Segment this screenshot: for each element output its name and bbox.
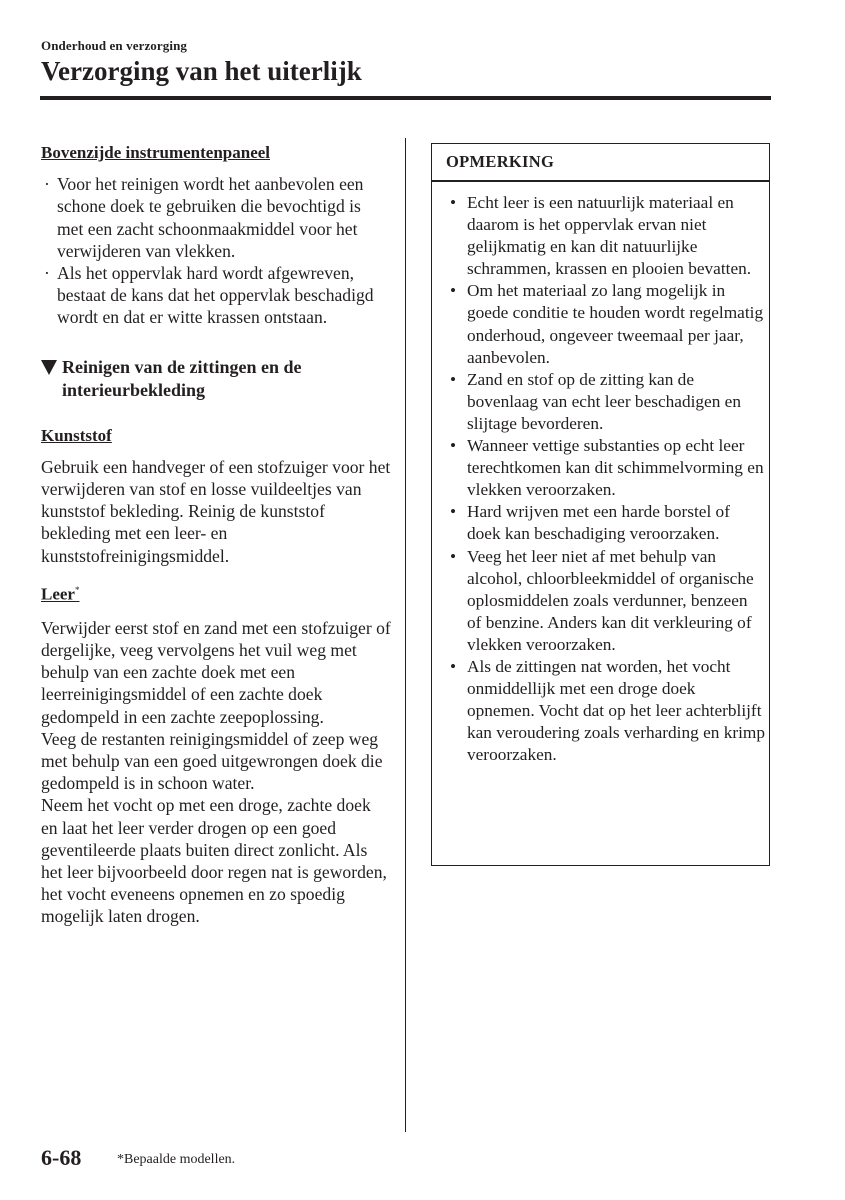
bullet-text: Voor het reinigen wordt het aanbevolen een schone doek te gebruiken die bevochtigd is met een zacht schoonmaakmiddel voor het verwijderen van vlekken. bbox=[57, 174, 364, 261]
bullet-dot: • bbox=[450, 502, 457, 522]
list-item bbox=[448, 192, 766, 280]
bullet-dot: • bbox=[450, 546, 457, 566]
breadcrumb: Onderhoud en verzorging bbox=[41, 38, 188, 53]
list-item bbox=[448, 546, 766, 656]
page-title: Verzorging van het uiterlijk bbox=[41, 56, 362, 86]
leather-paragraph: Veeg de restanten reinigingsmiddel of zeep weg met behulp van een goed uitgewrongen doek die gedompeld is in schoon water. bbox=[41, 728, 383, 794]
triangle-marker-icon bbox=[41, 360, 57, 375]
footnote-marker: * bbox=[74, 584, 80, 595]
title-rule bbox=[40, 96, 771, 100]
note-box bbox=[431, 143, 770, 866]
section-heading-text: Reinigen van de zittingen en de interieurbekleding bbox=[62, 356, 302, 400]
note-title: OPMERKING bbox=[446, 152, 555, 171]
leather-paragraph: Verwijder eerst stof en zand met een stofzuiger of dergelijke, veeg vervolgens het vuil weg met behulp van een zachte doek met een leerreinigingsmiddel of een zachte doek gedompeld in een zachte zeepoplossing. bbox=[41, 617, 391, 727]
note-text: Wanneer vettige substanties op echt leer terechtkomen kan dit schimmelvorming en vlekken veroorzaken. bbox=[467, 436, 764, 500]
note-text: Zand en stof op de zitting kan de bovenlaag van echt leer beschadigen en slijtage bevorderen. bbox=[467, 369, 741, 433]
section-heading bbox=[41, 356, 391, 402]
bullet-dot: • bbox=[450, 436, 457, 456]
plastic-text: Gebruik een handveger of een stofzuiger voor het verwijderen van stof en losse vuildeeltjes van kunststof bekleding. Reinig de kunststof bekleding met een leer- en kunststofreinigingsmiddel. bbox=[41, 456, 391, 566]
note-list bbox=[448, 192, 766, 766]
note-text: Om het materiaal zo lang mogelijk in goede conditie te houden wordt regelmatig onderhoud, ongeveer tweemaal per jaar, aanbevolen. bbox=[467, 281, 764, 367]
page-number: 6-68 bbox=[41, 1145, 82, 1170]
left-column bbox=[41, 142, 391, 928]
list-item bbox=[448, 369, 766, 435]
note-text: Veeg het leer niet af met behulp van alcohol, chloorbleekmiddel of organische oplosmiddelen zoals verdunner, benzeen of benzine. Anders kan dit verkleuring of vlekken veroorzaken. bbox=[467, 546, 754, 654]
plastic-heading: Kunststof bbox=[41, 425, 112, 445]
footnote: *Bepaalde modellen. bbox=[117, 1152, 236, 1167]
list-item bbox=[448, 501, 766, 545]
note-text: Hard wrijven met een harde borstel of doek kan beschadiging veroorzaken. bbox=[467, 502, 730, 544]
list-item bbox=[41, 173, 391, 262]
list-item bbox=[448, 656, 766, 766]
bullet-dot: · bbox=[44, 174, 50, 195]
bullet-dot: · bbox=[44, 263, 50, 284]
bullet-dot: • bbox=[450, 281, 457, 301]
bullet-text: Als het oppervlak hard wordt afgewreven, bestaat de kans dat het oppervlak beschadigd wordt en dat er witte krassen ontstaan. bbox=[57, 263, 374, 328]
list-item bbox=[448, 435, 766, 501]
leather-heading-text: Leer bbox=[41, 584, 75, 604]
leather-heading bbox=[41, 579, 391, 606]
bullet-dot: • bbox=[450, 193, 457, 212]
dashboard-bullets bbox=[41, 173, 391, 328]
note-text: Als de zittingen nat worden, het vocht onmiddellijk met een droge doek opnemen. Vocht dat op het leer achterblijft kan veroudering zoals verharding en krimp veroorzaken. bbox=[467, 656, 766, 765]
column-divider bbox=[405, 138, 406, 1132]
bullet-dot: • bbox=[450, 369, 457, 389]
note-rule bbox=[432, 180, 769, 182]
note-text: Echt leer is een natuurlijk materiaal en daarom is het oppervlak ervan niet gelijkmatig en kan dit natuurlijke schrammen, krassen en plooien bevatten. bbox=[467, 193, 752, 279]
list-item bbox=[41, 262, 391, 329]
dashboard-heading: Bovenzijde instrumentenpaneel bbox=[41, 143, 271, 162]
bullet-dot: • bbox=[450, 656, 457, 676]
list-item bbox=[448, 280, 766, 368]
leather-paragraph: Neem het vocht op met een droge, zachte doek en laat het leer verder drogen op een goed geventileerde plaats buiten direct zonlicht. Als het leer bijvoorbeeld door regen nat is geworden, het vocht eveneens opnemen en zo spoedig mogelijk laten drogen. bbox=[41, 795, 387, 927]
